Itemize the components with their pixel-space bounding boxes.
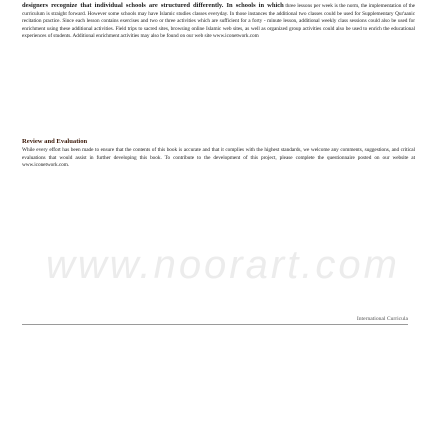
footer-label: International Curricula bbox=[356, 316, 408, 322]
review-evaluation-heading: Review and Evaluation bbox=[22, 138, 88, 145]
intro-paragraph-body: three lessons per week is the norm, the implementation of the curriculum is straight forward. However some schools may have Islamic studies classes everyday. In those instances the additional two classes could be used for Supplementary Qur'aanic recitation practice. Since each lesson contains exercises and two or three activities which are sufficient for a forty - minute lesson, additional weekly class sessions could also be used for enrichment using these additional activities. Field trips to sacred sites, browsing online Islamic web sites, as well as organized group activities could also be used to enrich the educational experiences of students. Additional enrichment activities may also be found on our web site www.iconetwork.com bbox=[22, 3, 415, 40]
intro-paragraph bbox=[22, 2, 415, 41]
review-evaluation-paragraph: While every effort has been made to ensure that the contents of this book is accurate and that it complies with the highest standards, we welcome any comments, suggestions, and critical evaluations that would assist in further developing this book. To contribute to the development of this project, please complete the questionnaire posted on our website at www.iconetwork.com. bbox=[22, 147, 415, 169]
intro-paragraph-lead: designers recognize that individual schools are structured differently. In schools in which bbox=[22, 2, 284, 9]
watermark: www.noorart.com bbox=[46, 243, 400, 287]
footer-rule bbox=[22, 324, 408, 325]
